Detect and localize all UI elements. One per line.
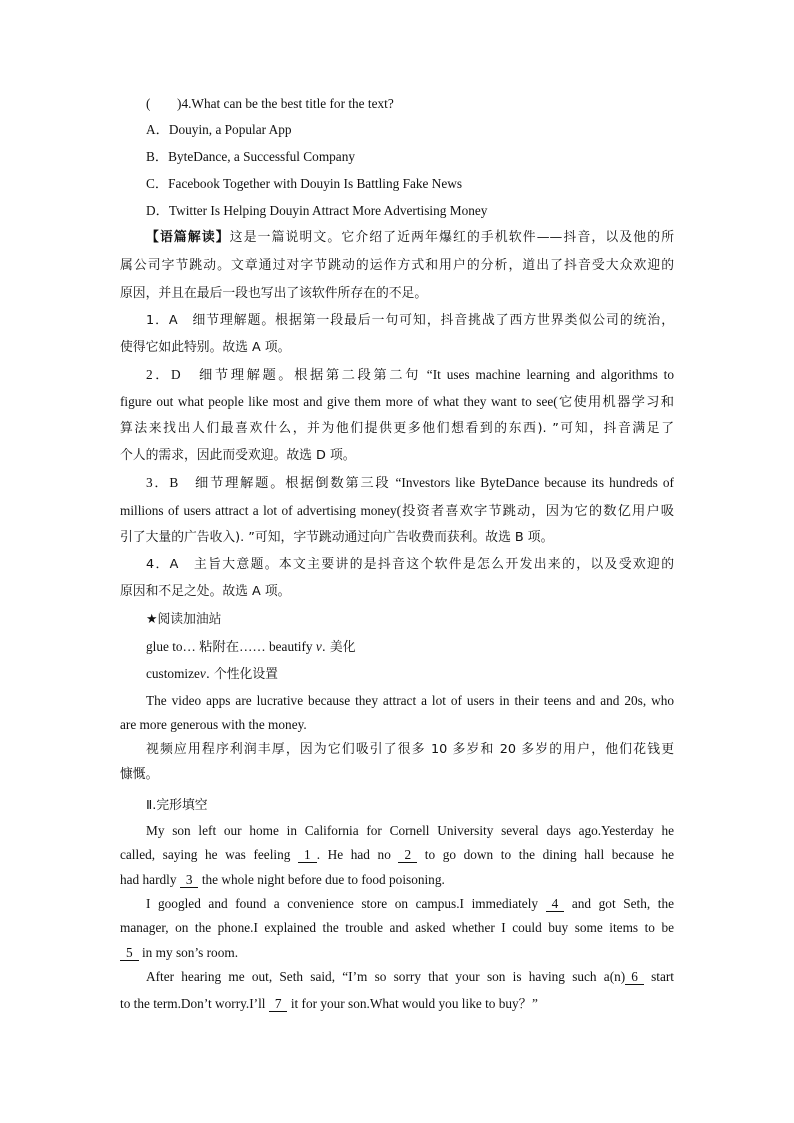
example-en-line-2: are more generous with the money.	[120, 717, 307, 732]
answer-4-line-2: 原因和不足之处。故选 A 项。	[120, 584, 291, 599]
blank-3[interactable]: 3	[180, 872, 199, 888]
answer-2-line-3: 算法来找出人们最喜欢什么，并为他们提供更多他们想看到的东西). ”可知，抖音满足了	[120, 421, 674, 436]
answer-2-line-2: figure out what people like most and give them more of what they want to see(它使用机器学习和	[120, 394, 674, 409]
example-zh-line-1: 视频应用程序利润丰厚，因为它们吸引了很多 10 多岁和 20 多岁的用户，他们花钱更	[146, 742, 674, 757]
answer-1-line-2: 使得它如此特别。故选 A 项。	[120, 340, 291, 355]
section-title-cloze: Ⅱ.完形填空	[146, 798, 208, 813]
option-b: B．ByteDance, a Successful Company	[146, 149, 356, 164]
cloze-p2-line-2: manager, on the phone.I explained the trouble and asked whether I could buy some items to be	[120, 920, 674, 935]
cloze-p1-line-1: My son left our home in California for Cornell University several days ago.Yesterday he	[146, 823, 674, 838]
cloze-p1-line-2: called, saying he was feeling 1 . He had no 2 to go down to the dining hall because he	[120, 847, 675, 862]
example-zh-line-2: 慷慨。	[120, 767, 159, 782]
blank-1[interactable]: 1	[298, 847, 317, 863]
analysis-heading: 【语篇解读】	[146, 230, 230, 245]
question-4-stem: ( )4.What can be the best title for the text?	[146, 96, 394, 111]
cloze-p3-line-2: to the term.Don’t worry.I’ll 7 it for your son.What would you like to buy？”	[120, 996, 538, 1011]
answer-3-line-3: 引了大量的广告收入). ”可知，字节跳动通过向广告收费而获利。故选 B 项。	[120, 530, 554, 545]
option-a: A．Douyin, a Popular App	[146, 122, 292, 137]
answer-4-line-1: 4．A 主旨大意题。本文主要讲的是抖音这个软件是怎么开发出来的，以及受欢迎的	[146, 557, 674, 572]
blank-5[interactable]: 5	[120, 945, 139, 961]
cloze-p1-line-3: had hardly 3 the whole night before due to food poisoning.	[120, 872, 445, 887]
answer-3-line-2: millions of users attract a lot of advertising money(投资者喜欢字节跳动，因为它的数亿用户吸	[120, 503, 674, 518]
vocab-line-2: customizev. 个性化设置	[146, 666, 278, 682]
answer-2-line-4: 个人的需求，因此而受欢迎。故选 D 项。	[120, 448, 356, 463]
answer-2-line-1: 2．D 细节理解题。根据第二段第二句 “It uses machine learning and algorithms to	[146, 367, 674, 382]
blank-6[interactable]: 6	[625, 969, 644, 985]
blank-2[interactable]: 2	[398, 847, 417, 863]
cloze-p2-line-3: 5 in my son’s room.	[120, 944, 674, 962]
vocab-line-1: glue to… 粘附在…… beautify v. 美化	[146, 639, 356, 655]
answer-3-line-1: 3．B 细节理解题。根据倒数第三段 “Investors like ByteDance because its hundreds of	[146, 475, 674, 490]
analysis-line-1: 【语篇解读】这是一篇说明文。它介绍了近两年爆红的手机软件——抖音，以及他的所	[146, 230, 675, 245]
answer-1-line-1: 1．A 细节理解题。根据第一段最后一句可知，抖音挑战了西方世界类似公司的统治，	[146, 313, 674, 328]
example-en-line-1: The video apps are lucrative because they attract a lot of users in their teens and and 20s, who	[146, 693, 674, 708]
blank-7[interactable]: 7	[269, 996, 288, 1012]
option-d: D．Twitter Is Helping Douyin Attract More Advertising Money	[146, 203, 488, 218]
cloze-p2-line-1: I googled and found a convenience store on campus.I immediately 4 and got Seth, the	[146, 896, 675, 911]
vocab-title: ★阅读加油站	[146, 612, 222, 627]
analysis-line-2: 属公司字节跳动。文章通过对字节跳动的运作方式和用户的分析，道出了抖音受大众欢迎的	[120, 258, 674, 273]
cloze-p3-line-1: After hearing me out, Seth said, “I’m so sorry that your son is having such a(n) 6 start	[146, 969, 674, 984]
blank-4[interactable]: 4	[546, 896, 565, 912]
analysis-line-3: 原因，并且在最后一段也写出了该软件所存在的不足。	[120, 286, 428, 301]
option-c: C．Facebook Together with Douyin Is Battling Fake News	[146, 176, 463, 191]
